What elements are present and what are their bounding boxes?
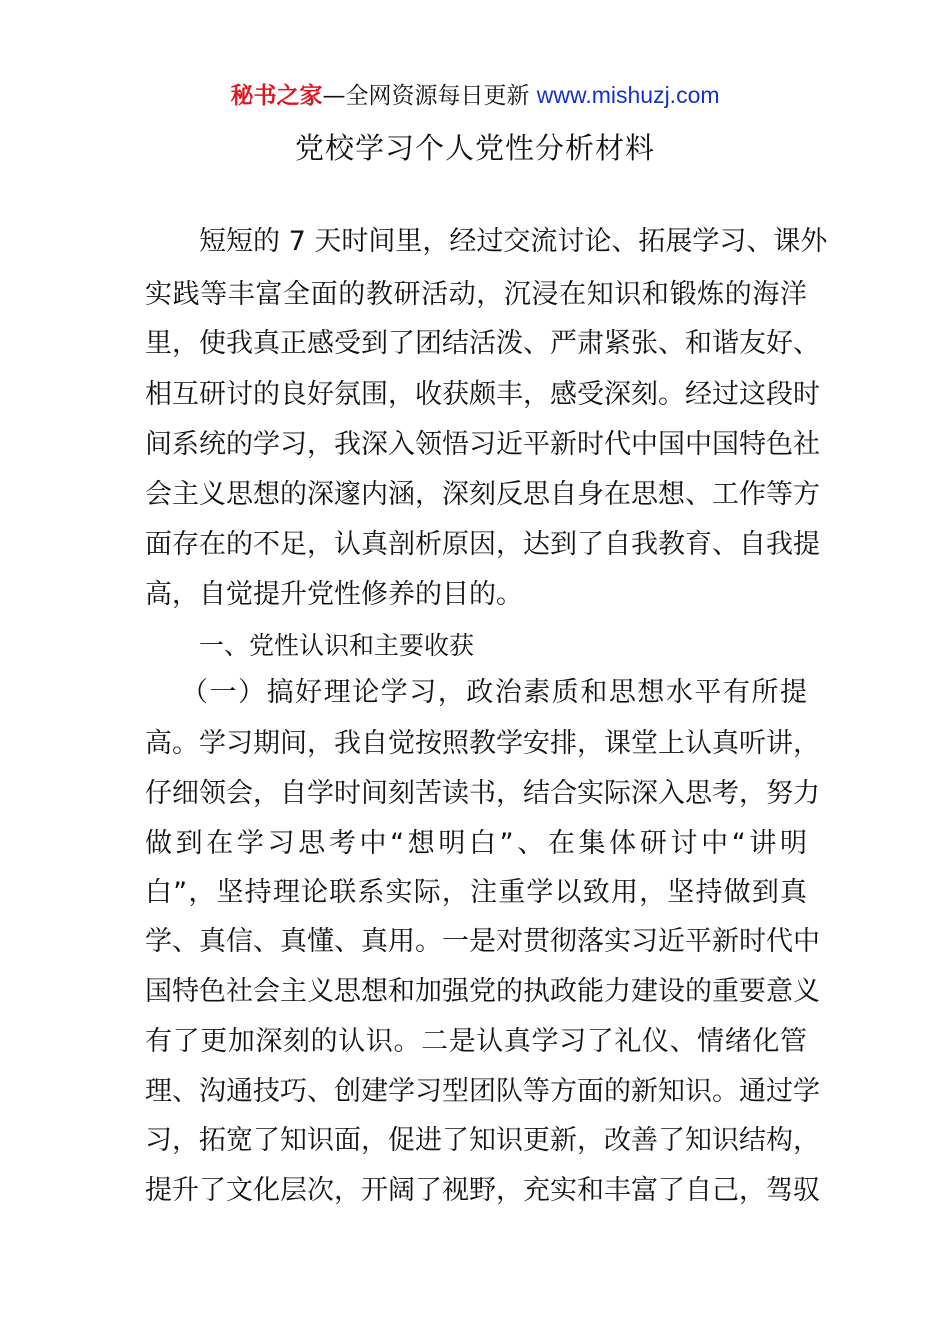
document-title: 党校学习个人党性分析材料 [294, 131, 655, 165]
paragraph-2-line: 做到在学习思考中“想明白”、在集体研讨中“讲明 [145, 828, 807, 859]
paragraph-2-line: 习，拓宽了知识面，促进了知识更新，改善了知识结构， [145, 1125, 820, 1156]
paragraph-2-line: 提升了文化层次，开阔了视野，充实和丰富了自己，驾驭 [145, 1175, 820, 1206]
paragraph-1-line: 里，使我真正感受到了团结活泼、严肃紧张、和谐友好、 [145, 328, 820, 359]
paragraph-1-line: 面存在的不足，认真剖析原因，达到了自我教育、自我提 [145, 529, 820, 560]
paragraph-2-line: 国特色社会主义思想和加强党的执政能力建设的重要意义 [145, 976, 820, 1007]
paragraph-2-line: （一）搞好理论学习，政治素质和思想水平有所提 [181, 677, 807, 708]
paragraph-2-line: 高。学习期间，我自觉按照教学安排，课堂上认真听讲， [145, 728, 820, 759]
paragraph-2-line: 学、真信、真懂、真用。一是对贯彻落实习近平新时代中 [145, 926, 820, 957]
paragraph-1-line: 相互研讨的良好氛围，收获颇丰，感受深刻。经过这段时 [145, 379, 820, 410]
paragraph-2-line: 白”，坚持理论联系实际，注重学以致用，坚持做到真 [145, 877, 807, 908]
site-tagline: —全网资源每日更新 [322, 83, 537, 109]
site-header [0, 78, 950, 113]
paragraph-1-line: 会主义思想的深邃内涵，深刻反思自身在思想、工作等方 [145, 479, 820, 510]
paragraph-2-line: 有了更加深刻的认识。二是认真学习了礼仪、情绪化管 [145, 1026, 807, 1057]
section-heading: 一、党性认识和主要收获 [199, 631, 475, 660]
site-brand: 秘书之家 [230, 83, 323, 109]
paragraph-1-line: 实践等丰富全面的教研活动，沉浸在知识和锻炼的海洋 [145, 279, 807, 310]
paragraph-2-line: 理、沟通技巧、创建学习型团队等方面的新知识。通过学 [145, 1076, 820, 1107]
paragraph-1-line: 高，自觉提升党性修养的目的。 [145, 579, 523, 610]
paragraph-2-line: 仔细领会，自学时间刻苦读书，结合实际深入思考，努力 [145, 778, 820, 809]
paragraph-1-line: 间系统的学习，我深入领悟习近平新时代中国中国特色社 [145, 429, 820, 460]
paragraph-1-line: 短短的 7 天时间里，经过交流讨论、拓展学习、课外 [199, 226, 828, 257]
site-url-link[interactable]: www.mishuzj.com [536, 82, 720, 108]
